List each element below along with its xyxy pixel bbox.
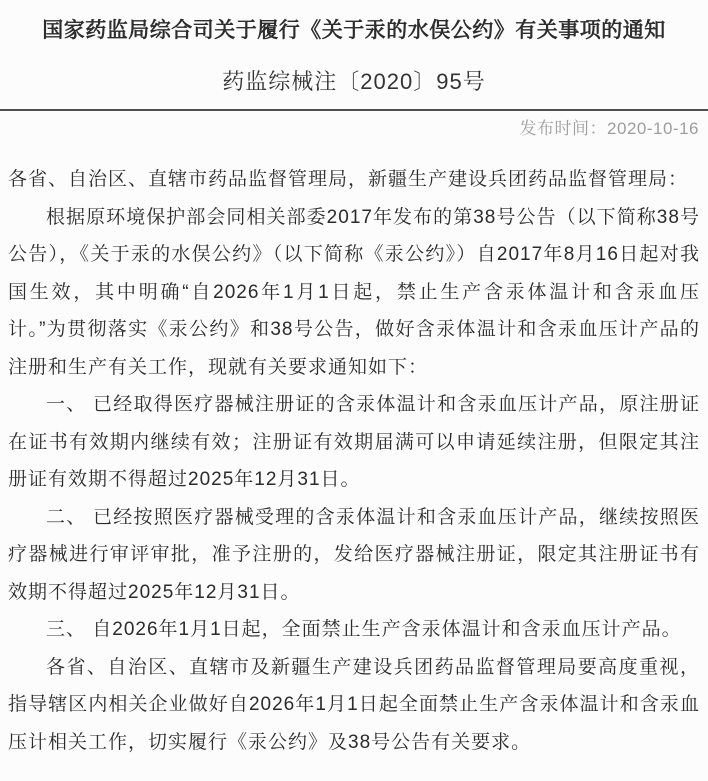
salutation-paragraph: 各省、自治区、直辖市药品监督管理局，新疆生产建设兵团药品监督管理局： [8, 169, 689, 190]
publish-date-value: 2020-10-16 [607, 119, 699, 138]
notice-body [0, 161, 708, 761]
document-number: 药监综械注〔2020〕95号 [222, 69, 486, 94]
item-3-paragraph: 三、 自2026年1月1日起，全面禁止生产含汞体温计和含汞血压计产品。 [46, 619, 682, 640]
publish-date-line [0, 111, 708, 139]
publish-date-label: 发布时间： [519, 119, 608, 138]
item-2-paragraph: 二、 已经按照医疗器械受理的含汞体温计和含汞血压计产品，继续按照医疗器械进行审评审批，准予注册的，发给医疗器械注册证，限定其注册证书有效期不得超过2025年12月31日。 [8, 506, 700, 603]
page-title: 国家药监局综合司关于履行《关于汞的水俣公约》有关事项的通知 [42, 19, 666, 42]
item-1-paragraph: 一、 已经取得医疗器械注册证的含汞体温计和含汞血压计产品，原注册证在证书有效期内继续有效；注册证有效期届满可以申请延续注册，但限定其注册证有效期不得超过2025年12月31日。 [8, 394, 700, 490]
closing-paragraph: 各省、自治区、直辖市及新疆生产建设兵团药品监督管理局要高度重视，指导辖区内相关企业做好自2026年1月1日起全面禁止生产含汞体温计和含汞血压计相关工作，切实履行《汞公约》及38号公告有关要求。 [8, 656, 700, 753]
intro-paragraph: 根据原环境保护部会同相关部委2017年发布的第38号公告（以下简称38号公告），《关于汞的水俣公约》（以下简称《汞公约》）自2017年8月16日起对我国生效，其中明确“自2026年1月1日起，禁止生产含汞体温计和含汞血压计。”为贯彻落实《汞公约》和38号公告，做好含汞体温计和含汞血压计产品的注册和生产有关工作，现就有关要求通知如下： [8, 206, 700, 378]
